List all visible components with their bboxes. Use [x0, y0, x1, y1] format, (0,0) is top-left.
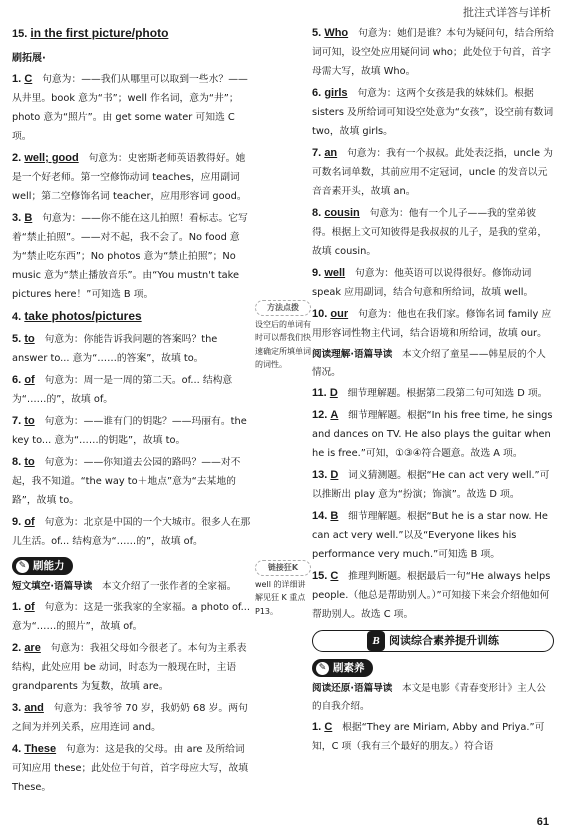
item-number: 3. — [12, 702, 22, 714]
answer-text: girls — [324, 87, 348, 99]
answer-item — [312, 466, 554, 504]
item-number: 10. — [312, 308, 328, 320]
answer-item — [12, 70, 252, 146]
answer-item — [312, 718, 554, 756]
explanation-text: 句意为：他有一个儿子——我的堂弟彼得。根据上文可知彼得是我叔叔的儿子，是我的堂弟，故填 cousin。 — [312, 208, 548, 257]
explanation-text: 细节理解题。根据第二段第二句可知选 D 项。 — [347, 388, 548, 399]
answer-item — [12, 453, 252, 510]
explanation-text: 句意为：这是我的父母。由 are 及所给词可知应用 these；此处位于句首，首字母应大写，故填 These。 — [12, 744, 249, 793]
question-15: 15. in the first picture/photo — [12, 26, 169, 40]
answer-item — [12, 740, 252, 797]
item-number: 6. — [312, 87, 322, 99]
answer-item — [312, 84, 554, 141]
explanation-text: 句意为：史密斯老师英语教得好。她是一个好老师。第一空修饰动词 teaches，应用副词 well；第二空修饰名词 teacher，应用形容词 good。 — [12, 153, 247, 202]
answer-item — [12, 209, 252, 304]
item-number: 11. — [312, 387, 327, 399]
answer-text: D — [330, 469, 339, 481]
answer-item — [312, 144, 554, 201]
item-number: 6. — [12, 374, 22, 386]
explanation-text: 根据“They are Miriam, Abby and Priya.”可知，C 项（我有三个最好的朋友。）符合语 — [312, 722, 545, 752]
explanation-text: 句意为：我有一个叔叔。此处表泛指，uncle 为可数名词单数，其前应用不定冠词，uncle 的发音以元音音素开头，故填 an。 — [312, 148, 553, 197]
answer-item — [312, 204, 554, 261]
reading-guide: 短文填空·语篇导读 本文介绍了一张作者的全家福。 — [12, 581, 237, 592]
item-number: 2. — [12, 642, 22, 654]
brush-icon: ✎ — [316, 662, 329, 675]
explanation-text: 句意为：他也在我们家。修饰名词 family 应用形容词性物主代词，结合语境和所给词，故填 our。 — [312, 309, 552, 339]
explanation-text: 句意为：这两个女孩是我的妹妹们。根据 sisters 及所给词可知设空处意为“女孩”，设空前有数词 two，故填 girls。 — [312, 88, 554, 137]
explanation-text: 细节理解题。根据“In his free time, he sings and dances on TV. He also plays the guitar when he is free.”可知，①③④符合题意。故选 A 项。 — [312, 410, 553, 459]
answer-text: well — [324, 267, 346, 279]
explanation-text: 词义猜测题。根据“He can act very well.”可以推断出 play 意为“扮演；饰演”。故选 D 项。 — [312, 470, 550, 500]
answer-text: of — [24, 516, 35, 528]
answer-list — [12, 330, 252, 551]
answer-text: of — [24, 374, 35, 386]
explanation-text: 句意为：——谁有门的钥匙？——玛丽有。the key to... 意为“……的钥匙”，故填 to。 — [12, 416, 247, 446]
answer-item — [12, 412, 252, 450]
explanation-text: 句意为：北京是中国的一个大城市。很多人在那儿生活。of... 结构意为“……的”，故填 of。 — [12, 517, 251, 547]
question-4: 4. take photos/pictures — [12, 309, 142, 323]
item-number: 3. — [12, 212, 22, 224]
item-number: 12. — [312, 409, 328, 421]
answer-text: B — [24, 212, 33, 224]
answer-text: C — [324, 721, 333, 733]
answer-text: C — [330, 570, 339, 582]
item-number: 4. — [12, 743, 22, 755]
answer-item — [312, 567, 554, 624]
link-label: 链接狂K — [255, 560, 311, 576]
answer-list — [312, 718, 554, 756]
answer-text: to — [24, 456, 35, 468]
answer-text: These — [24, 743, 57, 755]
answer-text: B — [330, 510, 339, 522]
explanation-text: 细节理解题。根据“But he is a star now. He can act very well.”以及“Everyone likes his performance very much.”可知选 B 项。 — [312, 511, 548, 560]
item-number: 7. — [312, 147, 322, 159]
left-column — [12, 24, 252, 800]
item-number: 1. — [12, 73, 22, 85]
explanation-text: 句意为：她们是谁？本句为疑问句，结合所给词可知，设空处应用疑问词 who；此处位于句首，首字母需大写，故填 Who。 — [312, 28, 554, 77]
answer-text: of — [24, 601, 35, 613]
answer-item — [12, 598, 252, 636]
answer-list — [312, 24, 554, 343]
expand-label: 刷拓展· — [12, 53, 46, 64]
link-note — [255, 560, 311, 618]
answer-item — [312, 24, 554, 81]
answer-text: D — [329, 387, 338, 399]
item-number: 7. — [12, 415, 22, 427]
answer-item — [12, 513, 252, 551]
explanation-text: 句意为：我祖父母如今很老了。本句为主系表结构，此处应用 be 动词，时态为一般现在时，主语 grandparents 为复数，故填 are。 — [12, 643, 247, 692]
brush-icon: ✎ — [16, 560, 29, 573]
answer-text: are — [24, 642, 41, 654]
page-header: 批注式详答与详析 — [463, 6, 551, 19]
answer-item — [12, 330, 252, 368]
explanation-text: 句意为：周一是一周的第二天。of... 结构意为“……的”，故填 of。 — [12, 375, 233, 405]
answer-item — [12, 371, 252, 409]
answer-text: and — [24, 702, 44, 714]
item-number: 9. — [312, 267, 322, 279]
answer-item — [12, 149, 252, 206]
quality-section-bar: ✎ 刷素养 — [312, 659, 373, 677]
answer-item — [312, 384, 554, 403]
item-number: 8. — [12, 456, 22, 468]
tip-text: 设空后的单词有时可以帮我们快速确定所填单词的词性。 — [255, 319, 311, 369]
right-column — [312, 24, 554, 759]
explanation-text: 句意为：——你不能在这儿拍照！看标志。它写着“禁止拍照”。——对不起，我不会了。No food 意为“禁止吃东西”；No photos 意为“禁止拍照”；No music 意为“禁止播放音乐”。由“You mustn't take pictures here！”可知选 B 项。 — [12, 213, 248, 300]
page-number: 61 — [536, 816, 549, 828]
explanation-text: 句意为：——你知道去公园的路吗？——对不起，我不知道。“the way to＋地点”意为“去某地的路”，故填 to。 — [12, 457, 241, 506]
answer-text: our — [330, 308, 349, 320]
reading-guide: 阅读理解·语篇导读 本文介绍了童星——韩星辰的个人情况。 — [312, 349, 546, 378]
answer-text: well; good — [24, 152, 79, 164]
method-tip-note — [255, 300, 311, 372]
item-number: 15. — [312, 570, 328, 582]
item-number: 2. — [12, 152, 22, 164]
ability-section-bar: ✎ 刷能力 — [12, 557, 73, 575]
item-number: 5. — [12, 333, 22, 345]
answer-text: A — [330, 409, 339, 421]
answer-item — [12, 639, 252, 696]
item-number: 1. — [12, 601, 22, 613]
answer-text: an — [324, 147, 338, 159]
answer-list — [12, 70, 252, 304]
tip-label: 方法点拨 — [255, 300, 311, 316]
item-number: 8. — [312, 207, 322, 219]
item-number: 5. — [312, 27, 322, 39]
answer-text: cousin — [324, 207, 360, 219]
answer-list — [312, 384, 554, 624]
explanation-text: 句意为：——我们从哪里可以取到一些水？——从井里。book 意为“书”；well 作名词，意为“井”；photo 意为“照片”。由 get some water 可知选 C 项。 — [12, 74, 248, 142]
explanation-text: 句意为：他英语可以说得很好。修饰动词 speak 应用副词，结合句意和所给词，故填 well。 — [312, 268, 534, 298]
answer-list — [12, 598, 252, 797]
answer-item — [312, 406, 554, 463]
answer-text: in the first picture/photo — [30, 26, 169, 40]
explanation-text: 句意为：你能告诉我问题的答案吗？the answer to... 意为“……的答案”，故填 to。 — [12, 334, 218, 364]
answer-text: C — [24, 73, 33, 85]
answer-item — [312, 305, 554, 343]
answer-text: to — [24, 333, 35, 345]
explanation-text: 句意为：这是一张我家的全家福。a photo of... 意为“……的照片”，故填 of。 — [12, 602, 251, 632]
answer-text: take photos/pictures — [24, 309, 142, 323]
explanation-text: 句意为：我爷爷 70 岁，我奶奶 68 岁。两句之间为并列关系，应用连词 and。 — [12, 703, 248, 733]
answer-text: to — [24, 415, 35, 427]
answer-text: Who — [324, 27, 349, 39]
answer-item — [312, 264, 554, 302]
item-number: 13. — [312, 469, 328, 481]
item-number: 1. — [312, 721, 322, 733]
item-number: 14. — [312, 510, 328, 522]
answer-item — [312, 507, 554, 564]
section-b-banner: B 阅读综合素养提升训练 — [312, 630, 554, 652]
reading-guide: 阅读还原·语篇导读 本文是电影《青春变形计》主人公的自我介绍。 — [312, 683, 546, 712]
answer-item — [12, 699, 252, 737]
link-text: well 的详细讲解见狂 K 重点 P13。 — [255, 579, 306, 616]
item-number: 9. — [12, 516, 22, 528]
explanation-text: 推理判断题。根据最后一句“He always helps people.（他总是帮助别人。）”可知接下来会介绍他如何帮助别人。故选 C 项。 — [312, 571, 551, 620]
